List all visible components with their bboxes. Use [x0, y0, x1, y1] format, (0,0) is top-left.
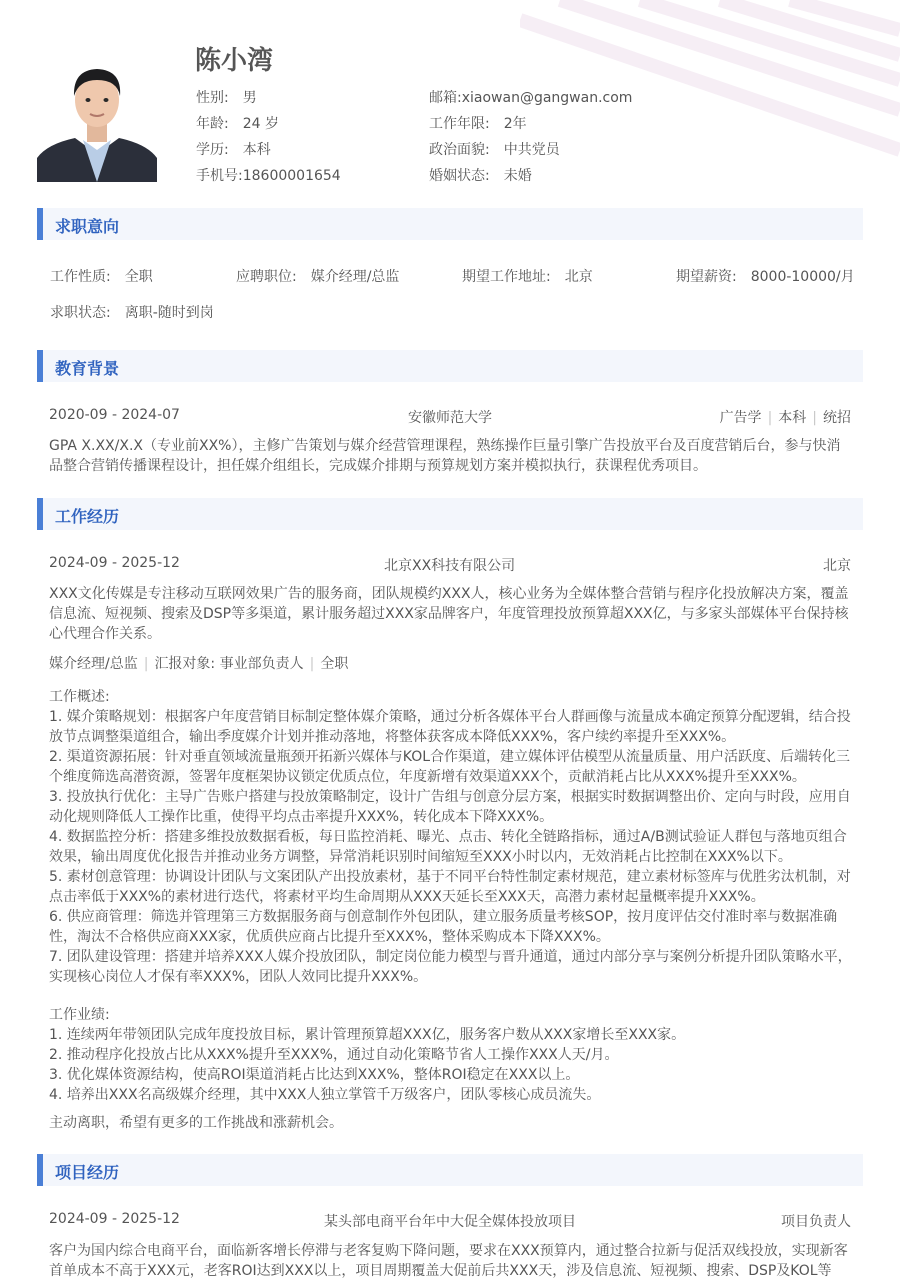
section-title: 求职意向 [55, 217, 120, 236]
work-achievements [49, 1005, 854, 1105]
overview-item: 6. 供应商管理：筛选并管理第三方数据服务商与创意制作外包团队，建立服务质量考核SOP，按月度评估交付准时率与数据准确性，淘汰不合格供应商XXX家，优质供应商占比提升至XXX%，整体采购成本下降XXX%。 [49, 909, 838, 945]
work-overview [49, 687, 854, 987]
avatar-photo [37, 50, 157, 182]
work-role-meta: 媒介经理/总监 | 汇报对象: 事业部负责人 | 全职 [49, 656, 349, 672]
marital-row: 婚姻状态: 未婚 [429, 168, 532, 184]
leave-reason: 主动离职，希望有更多的工作挑战和涨薪机会。 [49, 1115, 343, 1131]
section-accent-bar [37, 1154, 43, 1186]
section-title: 项目经历 [55, 1163, 120, 1182]
overview-item: 3. 投放执行优化：主导广告账户搭建与投放策略制定，设计广告组与创意分层方案，根据实时数据调整出价、定向与时段，应用自动化规则降低人工操作比重，使得平均点击率提升XXX%，转化成本下降XXX%。 [49, 789, 851, 825]
work-company: 北京XX科技有限公司 [384, 558, 516, 574]
gender-row: 性别: 男 [196, 90, 257, 106]
section-header-project [37, 1154, 863, 1186]
project-description: 客户为国内综合电商平台，面临新客增长停滞与老客复购下降问题，要求在XXX预算内，通过整合拉新与促活双线投放，实现新客首单成本不高于XXX元，老客ROI达到XXX以上，项目周期覆盖大促前后共XXX天，涉及信息流、短视频、搜索、DSP及KOL等 [49, 1243, 848, 1279]
section-header-intent [37, 208, 863, 240]
overview-item: 1. 媒介策略规划：根据客户年度营销目标制定整体媒介策略，通过分析各媒体平台人群画像与流量成本确定预算分配逻辑，结合投放节点调整渠道组合，输出季度媒介计划并推动落地，将整体获客成本降低XXX%，客户续约率提升至XXX%。 [49, 709, 851, 745]
job-status: 求职状态: 离职-随时到岗 [50, 305, 214, 321]
candidate-name: 陈小湾 [195, 46, 274, 76]
work-date: 2024-09 - 2025-12 [49, 555, 180, 571]
overview-label: 工作概述: [49, 689, 110, 705]
job-location: 期望工作地址: 北京 [462, 269, 593, 285]
overview-item: 2. 渠道资源拓展：针对垂直领域流量瓶颈开拓新兴媒体与KOL合作渠道，建立媒体评估模型从流量质量、用户活跃度、后端转化三个维度筛选高潜资源，签署年度框架协议锁定优质点位，年度新增有效渠道XXX个，贡献消耗占比从XXX%提升至XXX%。 [49, 749, 851, 785]
job-position: 应聘职位: 媒介经理/总监 [236, 269, 400, 285]
project-role: 项目负责人 [781, 1214, 851, 1230]
work-years-row: 工作年限: 2年 [429, 116, 527, 132]
project-date: 2024-09 - 2025-12 [49, 1211, 180, 1227]
achievement-item: 4. 培养出XXX名高级媒介经理，其中XXX人独立掌管千万级客户，团队零核心成员流失。 [49, 1087, 601, 1103]
job-nature: 工作性质: 全职 [50, 269, 153, 285]
email-row: 邮箱:xiaowan@gangwan.com [429, 90, 633, 106]
achievements-label: 工作业绩: [49, 1007, 110, 1023]
politics-row: 政治面貌: 中共党员 [429, 142, 560, 158]
section-accent-bar [37, 208, 43, 240]
education-meta: 广告学 | 本科 | 统招 [719, 410, 851, 426]
section-accent-bar [37, 498, 43, 530]
project-name: 某头部电商平台年中大促全媒体投放项目 [324, 1214, 576, 1230]
company-description: XXX文化传媒是专注移动互联网效果广告的服务商，团队规模约XXX人，核心业务为全媒体整合营销与程序化投放解决方案，覆盖信息流、短视频、搜索及DSP等多渠道，累计服务超过XXX家品牌客户，年度管理投放预算超XXX亿，与多家头部媒体平台保持核心代理合作关系。 [49, 586, 849, 642]
education-level-row: 学历: 本科 [196, 142, 271, 158]
decorative-stripes [520, 0, 900, 170]
phone-row: 手机号:18600001654 [196, 168, 341, 184]
section-header-education [37, 350, 863, 382]
age-row: 年龄: 24 岁 [196, 116, 279, 132]
education-description: GPA X.XX/X.X（专业前XX%），主修广告策划与媒介经营管理课程，熟练操作巨量引擎广告投放平台及百度营销后台，参与快消品整合营销传播课程设计，担任媒介组组长，完成媒介排期与预算规划方案并模拟执行，获课程优秀项目。 [49, 438, 841, 474]
achievement-item: 2. 推动程序化投放占比从XXX%提升至XXX%，通过自动化策略节省人工操作XXX人天/月。 [49, 1047, 619, 1063]
section-title: 工作经历 [55, 507, 120, 526]
achievement-item: 1. 连续两年带领团队完成年度投放目标，累计管理预算超XXX亿，服务客户数从XXX家增长至XXX家。 [49, 1027, 686, 1043]
section-header-work [37, 498, 863, 530]
achievement-item: 3. 优化媒体资源结构，使高ROI渠道消耗占比达到XXX%，整体ROI稳定在XXX以上。 [49, 1067, 580, 1083]
work-city: 北京 [823, 558, 851, 574]
job-salary: 期望薪资: 8000-10000/月 [676, 269, 855, 285]
education-date: 2020-09 - 2024-07 [49, 407, 180, 423]
education-school: 安徽师范大学 [408, 410, 492, 426]
overview-item: 5. 素材创意管理：协调设计团队与文案团队产出投放素材，基于不同平台特性制定素材规范，建立素材标签库与优胜劣汰机制，对点击率低于XXX%的素材进行迭代，将素材平均生命周期从XXX天延长至XXX天，高潜力素材起量概率提升XXX%。 [49, 869, 851, 905]
section-title: 教育背景 [55, 359, 120, 378]
overview-item: 7. 团队建设管理：搭建并培养XXX人媒介投放团队，制定岗位能力模型与晋升通道，通过内部分享与案例分析提升团队策略水平，实现核心岗位人才保有率XXX%，团队人效同比提升XXX%。 [49, 949, 852, 985]
section-accent-bar [37, 350, 43, 382]
overview-item: 4. 数据监控分析：搭建多维投放数据看板，每日监控消耗、曝光、点击、转化全链路指标，通过A/B测试验证人群包与落地页组合效果，输出周度优化报告并推动业务方调整，异常消耗识别时间缩短至XXX小时以内，无效消耗占比控制在XXX%以下。 [49, 829, 847, 865]
